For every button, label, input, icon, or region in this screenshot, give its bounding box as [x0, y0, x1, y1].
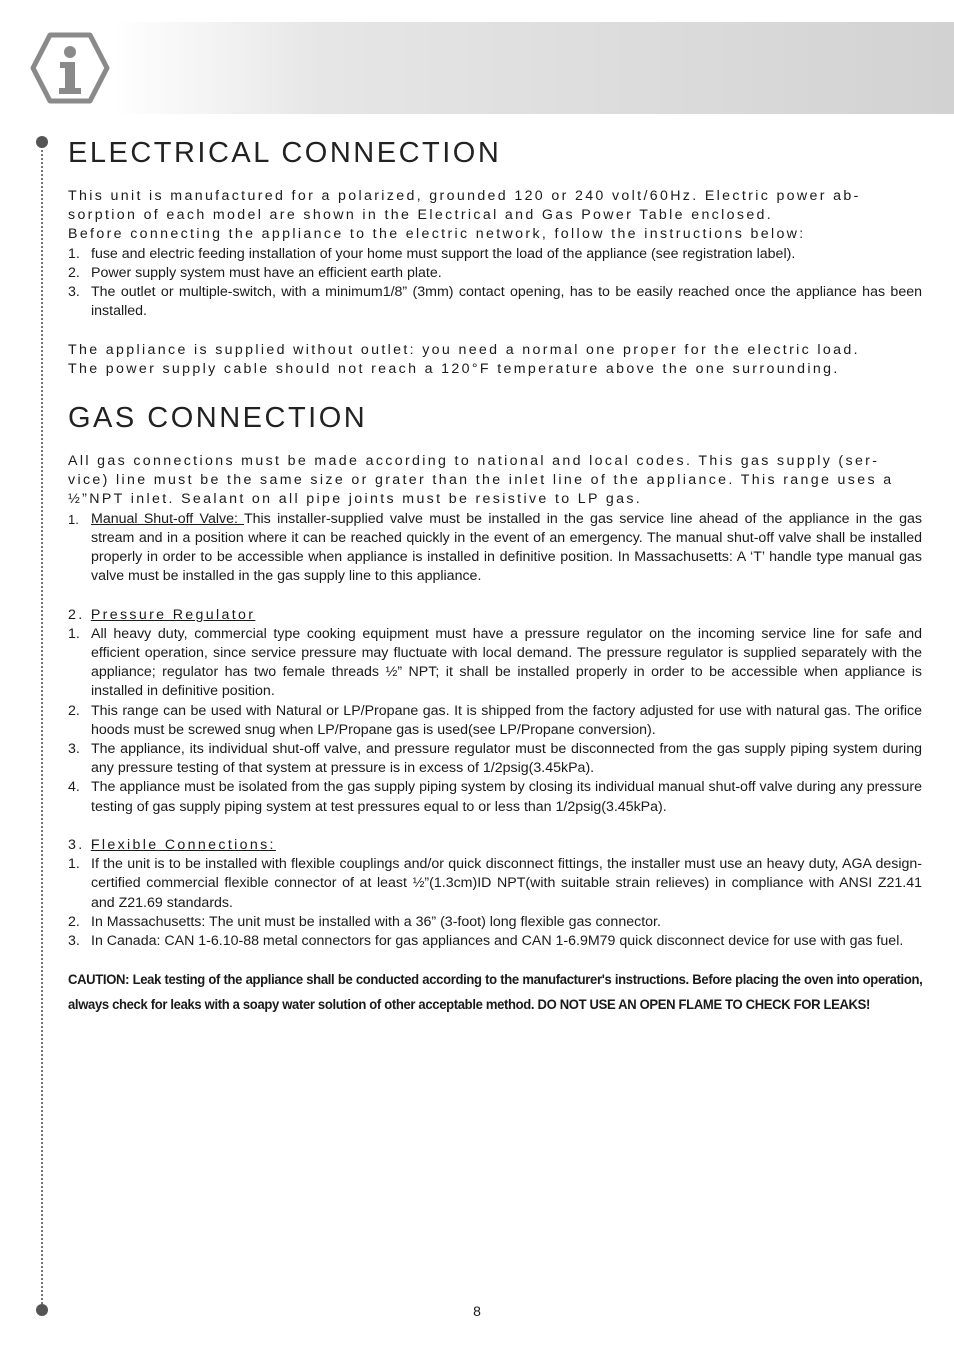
electrical-list-item	[68, 283, 922, 321]
list-number: 3.	[68, 933, 80, 950]
gas-connection-title: GAS CONNECTION	[68, 402, 368, 435]
list-text: Power supply system must have an efficient earth plate.	[91, 264, 442, 281]
electrical-intro-line: sorption of each model are shown in the Electrical and Gas Power Table enclosed.	[68, 207, 774, 224]
list-number: 1.	[68, 856, 80, 873]
regulator-list-item	[68, 702, 922, 740]
gas-intro-line: All gas connections must be made according to national and local codes. This gas supply (ser-	[68, 453, 880, 470]
regulator-list-item	[68, 778, 922, 816]
caution-notice: CAUTION: Leak testing of the appliance shall be conducted according to the manufacturer's instructions. Before placing the oven into operation, always check for leaks with a soapy water solution of other acceptable method. DO NOT USE AN OPEN FLAME TO CHECK FOR LEAKS!	[68, 972, 923, 1012]
flexible-list-item	[68, 913, 922, 932]
list-number: 2.	[68, 702, 80, 719]
gas-intro-line: vice) line must be the same size or grater than the inlet line of the appliance. This range uses a	[68, 472, 894, 489]
electrical-list-item	[68, 245, 922, 264]
side-rule-top-dot	[36, 136, 48, 148]
flexible-list-item	[68, 855, 922, 913]
flexible-heading-text: Flexible Connections:	[90, 837, 276, 854]
page-content	[68, 134, 922, 1017]
list-text: The appliance must be isolated from the gas supply piping system by closing its individual manual shut-off valve during any pressure testing of gas supply piping system at test pressures equal to or less than 1/2psig(3.45kPa).	[91, 779, 922, 815]
electrical-intro-line: Before connecting the appliance to the electric network, follow the instructions below:	[68, 226, 806, 243]
list-text: fuse and electric feeding installation of your home must support the load of the appliance (see registration label).	[91, 245, 796, 262]
gas-intro-line: ½”NPT inlet. Sealant on all pipe joints must be resistive to LP gas.	[68, 491, 643, 508]
electrical-intro-line: This unit is manufactured for a polarized, grounded 120 or 240 volt/60Hz. Electric power ab-	[68, 188, 861, 204]
shutoff-valve-text: This installer-supplied valve must be installed in the gas service line ahead of the appliance in the gas stream and in a position where it can be reached quickly in the event of an emergency. The manual shut-off valve shall be installed properly in order to be accessible when appliance is installed in definitive position. In Massachusetts: A ‘T’ handle type manual gas valve must be installed in the gas supply line to this appliance.	[91, 510, 922, 585]
list-number: 1.	[68, 625, 80, 642]
list-number: 2.	[68, 913, 80, 930]
regulator-heading-text: Pressure Regulator	[90, 606, 256, 623]
list-number: 1.	[68, 511, 79, 527]
regulator-list-item	[68, 740, 922, 778]
regulator-list-item	[68, 625, 922, 702]
list-number: 1.	[68, 245, 80, 262]
page-number: 8	[473, 1303, 481, 1319]
list-text: In Canada: CAN 1-6.10-88 metal connectors for gas appliances and CAN 1-6.9M79 quick disconnect device for use with gas fuel.	[91, 933, 904, 950]
electrical-note: The appliance is supplied without outlet: you need a normal one proper for the electric load.	[68, 341, 860, 358]
flexible-list-item	[68, 932, 922, 951]
regulator-number: 2.	[68, 606, 85, 623]
electrical-note: The power supply cable should not reach a 120°F temperature above the one surrounding.	[68, 360, 840, 377]
list-number: 2.	[68, 264, 80, 281]
list-number: 3.	[68, 741, 80, 758]
regulator-heading	[68, 606, 922, 625]
shutoff-valve-label: Manual Shut-off Valve:	[91, 510, 244, 527]
list-number: 3.	[68, 284, 80, 301]
list-text: All heavy duty, commercial type cooking equipment must have a pressure regulator on the incoming service line for safe and efficient operation, since service pressure may fluctuate with local demand. The pressure regulator is supplied separately with the appliance; regulator has two female threads ½” NPT; it shall be installed properly in order to be accessible when appliance is installed in definitive position.	[91, 625, 922, 700]
flexible-heading	[68, 836, 922, 855]
list-text: If the unit is to be installed with flexible couplings and/or quick disconnect fittings, the installer must use an heavy duty, AGA design-certified commercial flexible connector of at least ½”(1.3cm)ID NPT(with suitable strain relieves) in compliance with ANSI Z21.41 and Z21.69 standards.	[91, 856, 922, 911]
flexible-number: 3.	[68, 837, 85, 854]
list-text: This range can be used with Natural or LP/Propane gas. It is shipped from the factory adjusted for use with natural gas. The orifice hoods must be screwed snug when LP/Propane gas is used(see LP/Propane conversion).	[91, 702, 922, 738]
list-text: The outlet or multiple-switch, with a minimum1/8” (3mm) contact opening, has to be easily reached once the appliance has been installed.	[91, 284, 922, 320]
info-icon	[30, 32, 110, 104]
list-number: 4.	[68, 779, 80, 796]
list-text: In Massachusetts: The unit must be installed with a 36” (3-foot) long flexible gas connector.	[91, 913, 661, 930]
electrical-list-item	[68, 264, 922, 283]
header-band	[112, 22, 954, 114]
electrical-connection-title: ELECTRICAL CONNECTION	[68, 137, 502, 169]
list-text: The appliance, its individual shut-off valve, and pressure regulator must be disconnected from the gas supply piping system during any pressure testing of that system at pressure is in excess of 1/2psig(3.45kPa).	[91, 741, 922, 777]
side-dotted-rule	[41, 143, 43, 1311]
shutoff-valve-item	[68, 510, 922, 587]
